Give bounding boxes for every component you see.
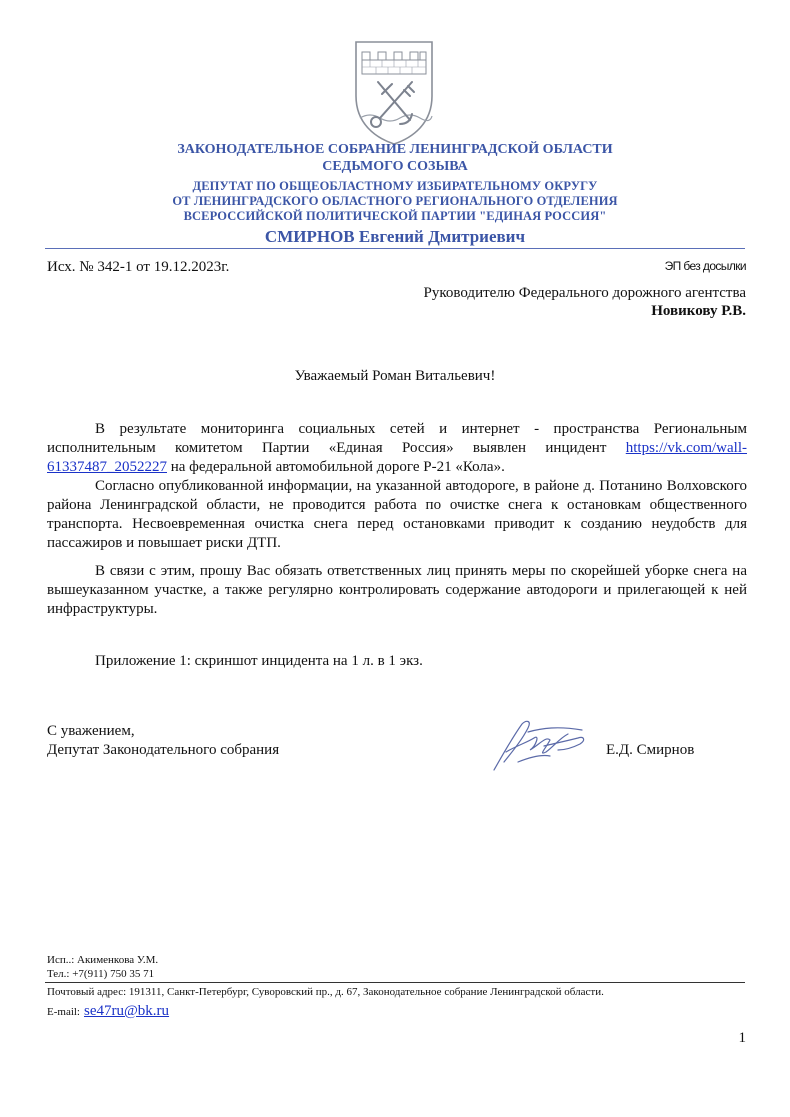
closing-regards: С уважением, bbox=[47, 723, 135, 739]
header-line-deputy: ДЕПУТАТ ПО ОБЩЕОБЛАСТНОМУ ИЗБИРАТЕЛЬНОМУ ОКРУГУ bbox=[192, 179, 598, 193]
incident-link[interactable]: https://vk.com/wall-61337487_2052227 bbox=[47, 440, 747, 475]
attachment-note-text: Приложение 1: скриншот инцидента на 1 л. в 1 экз. bbox=[95, 653, 423, 669]
header-line-convocation: СЕДЬМОГО СОЗЫВА bbox=[322, 159, 468, 174]
addressee-name: Новикову Р.В. bbox=[651, 303, 746, 319]
signer-name: Е.Д. Смирнов bbox=[606, 742, 695, 758]
paragraph-request-text: В связи с этим, прошу Вас обязать ответственных лиц принять меры по скорейшей уборке снега на вышеуказанном участке, а также регулярно контролировать содержание автодороги и прилегающей к ней инфраструктуры. bbox=[47, 563, 747, 617]
handwritten-signature bbox=[488, 712, 593, 776]
email-row bbox=[47, 1002, 169, 1020]
email-label: E-mail: bbox=[47, 1006, 80, 1018]
header-line-assembly: ЗАКОНОДАТЕЛЬНОЕ СОБРАНИЕ ЛЕНИНГРАДСКОЙ ОБЛАСТИ bbox=[177, 142, 613, 157]
paragraph-incident bbox=[47, 420, 747, 477]
delivery-mark: ЭП без досылки bbox=[664, 259, 746, 273]
letter-body bbox=[47, 420, 747, 553]
paragraph-incident-road: на федеральной автомобильной дороге Р-21 «Кола». bbox=[167, 459, 505, 475]
header-divider bbox=[45, 248, 745, 249]
footer-divider bbox=[45, 982, 745, 983]
postal-address: Почтовый адрес: 191311, Санкт-Петербург, Суворовский пр., д. 67, Законодательное собрание Ленинградской области. bbox=[47, 986, 604, 998]
header-line-party: ВСЕРОССИЙСКОЙ ПОЛИТИЧЕСКОЙ ПАРТИИ "ЕДИНАЯ РОССИЯ" bbox=[183, 209, 607, 223]
page-number: 1 bbox=[738, 1030, 746, 1046]
closing-position: Депутат Законодательного собрания bbox=[47, 742, 280, 758]
paragraph-request bbox=[47, 562, 747, 619]
addressee-title: Руководителю Федерального дорожного агентства bbox=[423, 285, 746, 301]
email-link[interactable]: se47ru@bk.ru bbox=[84, 1003, 170, 1019]
executor-phone: Тел.: +7(911) 750 35 71 bbox=[47, 968, 155, 980]
header-deputy-name: СМИРНОВ Евгений Дмитриевич bbox=[264, 227, 526, 246]
outgoing-number: Исх. № 342-1 от 19.12.2023г. bbox=[47, 259, 230, 275]
header-line-branch: ОТ ЛЕНИНГРАДСКОГО ОБЛАСТНОГО РЕГИОНАЛЬНОГО ОТДЕЛЕНИЯ bbox=[172, 194, 618, 208]
executor-name: Исп..: Акименкова У.М. bbox=[47, 954, 159, 966]
attachment-note bbox=[47, 652, 747, 671]
paragraph-incident-text: В результате мониторинга социальных сетей и интернет - пространства Региональным исполнительным комитетом Партии «Единая Россия» выявлен инцидент bbox=[47, 421, 747, 456]
paragraph-details: Согласно опубликованной информации, на указанной автодороге, в районе д. Потанино Волховского района Ленинградской области, не проводится работа по очистке снега к остановкам общественного транспорта. Несвоевременная очистка снега перед остановками приводит к созданию неудобств для пассажиров и повышает риски ДТП. bbox=[47, 478, 747, 551]
coat-of-arms-emblem bbox=[352, 38, 436, 146]
greeting: Уважаемый Роман Витальевич! bbox=[294, 368, 496, 384]
